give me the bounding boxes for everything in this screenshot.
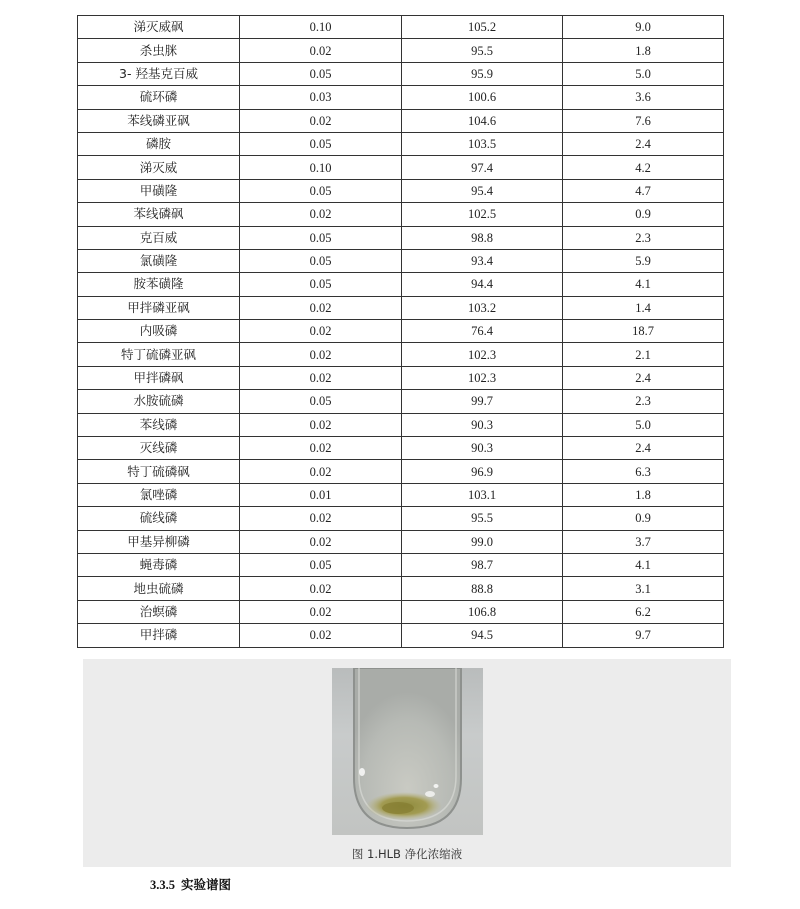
compound-name-cell: 蝇毒磷 [78,553,240,576]
recovery-value-cell: 88.8 [402,577,563,600]
recovery-value-cell: 98.7 [402,553,563,576]
limit-value-cell: 0.03 [240,86,402,109]
limit-value-cell: 0.01 [240,483,402,506]
rsd-value-cell: 3.7 [563,530,724,553]
rsd-value-cell: 9.7 [563,624,724,647]
compound-name-cell: 治螟磷 [78,600,240,623]
compound-name-cell: 甲拌磷 [78,624,240,647]
table-row [78,460,724,483]
limit-value-cell: 0.02 [240,600,402,623]
table-row [78,296,724,319]
compound-name-cell: 特丁硫磷砜 [78,460,240,483]
recovery-value-cell: 106.8 [402,600,563,623]
recovery-value-cell: 95.9 [402,62,563,85]
limit-value-cell: 0.05 [240,553,402,576]
compound-name-cell: 甲基异柳磷 [78,530,240,553]
table-row [78,530,724,553]
limit-value-cell: 0.02 [240,203,402,226]
recovery-value-cell: 95.5 [402,39,563,62]
compound-name-cell: 特丁硫磷亚砜 [78,343,240,366]
table-row [78,437,724,460]
rsd-value-cell: 2.3 [563,226,724,249]
rsd-value-cell: 3.6 [563,86,724,109]
table-row [78,132,724,155]
rsd-value-cell: 4.1 [563,553,724,576]
limit-value-cell: 0.02 [240,296,402,319]
rsd-value-cell: 9.0 [563,16,724,39]
rsd-value-cell: 18.7 [563,320,724,343]
recovery-value-cell: 93.4 [402,249,563,272]
recovery-value-cell: 100.6 [402,86,563,109]
test-tube-photo [332,668,483,835]
compound-name-cell: 氯磺隆 [78,249,240,272]
rsd-value-cell: 4.2 [563,156,724,179]
section-number: 3.3.5 [150,878,175,892]
compound-name-cell: 内吸磷 [78,320,240,343]
table-row [78,413,724,436]
table-row [78,16,724,39]
rsd-value-cell: 7.6 [563,109,724,132]
compound-name-cell: 苯线磷 [78,413,240,436]
rsd-value-cell: 1.8 [563,483,724,506]
recovery-value-cell: 102.3 [402,366,563,389]
recovery-value-cell: 95.4 [402,179,563,202]
compound-name-cell: 杀虫脒 [78,39,240,62]
limit-value-cell: 0.02 [240,460,402,483]
limit-value-cell: 0.02 [240,577,402,600]
compound-name-cell: 氯唑磷 [78,483,240,506]
limit-value-cell: 0.05 [240,132,402,155]
rsd-value-cell: 3.1 [563,577,724,600]
table-row [78,39,724,62]
compound-name-cell: 甲磺隆 [78,179,240,202]
compound-name-cell: 灭线磷 [78,437,240,460]
table-row [78,553,724,576]
rsd-value-cell: 1.8 [563,39,724,62]
rsd-value-cell: 2.4 [563,366,724,389]
limit-value-cell: 0.02 [240,624,402,647]
table-row [78,366,724,389]
limit-value-cell: 0.02 [240,109,402,132]
rsd-value-cell: 2.4 [563,437,724,460]
table-row [78,109,724,132]
compound-name-cell: 水胺硫磷 [78,390,240,413]
limit-value-cell: 0.02 [240,530,402,553]
compound-name-cell: 涕灭威 [78,156,240,179]
table-row [78,320,724,343]
limit-value-cell: 0.02 [240,413,402,436]
recovery-value-cell: 76.4 [402,320,563,343]
rsd-value-cell: 6.3 [563,460,724,483]
section-title: 实验谱图 [181,877,232,892]
table-row [78,273,724,296]
recovery-value-cell: 99.7 [402,390,563,413]
recovery-value-cell: 103.2 [402,296,563,319]
table-row [78,390,724,413]
limit-value-cell: 0.10 [240,16,402,39]
table-row [78,483,724,506]
compound-name-cell: 涕灭威砜 [78,16,240,39]
limit-value-cell: 0.05 [240,226,402,249]
recovery-table [77,15,724,648]
recovery-value-cell: 90.3 [402,437,563,460]
test-tube-illustration [332,668,483,835]
table-body [78,16,724,648]
recovery-value-cell: 98.8 [402,226,563,249]
rsd-value-cell: 5.9 [563,249,724,272]
table-row [78,249,724,272]
limit-value-cell: 0.10 [240,156,402,179]
rsd-value-cell: 4.1 [563,273,724,296]
rsd-value-cell: 0.9 [563,507,724,530]
compound-name-cell: 地虫硫磷 [78,577,240,600]
recovery-value-cell: 102.3 [402,343,563,366]
rsd-value-cell: 2.4 [563,132,724,155]
recovery-value-cell: 90.3 [402,413,563,436]
compound-name-cell: 克百威 [78,226,240,249]
rsd-value-cell: 2.1 [563,343,724,366]
compound-name-cell: 胺苯磺隆 [78,273,240,296]
compound-name-cell: 甲拌磷砜 [78,366,240,389]
limit-value-cell: 0.05 [240,273,402,296]
limit-value-cell: 0.02 [240,507,402,530]
compound-name-cell: 甲拌磷亚砜 [78,296,240,319]
table-row [78,624,724,647]
limit-value-cell: 0.02 [240,343,402,366]
recovery-value-cell: 94.5 [402,624,563,647]
recovery-value-cell: 97.4 [402,156,563,179]
compound-name-cell: 苯线磷亚砜 [78,109,240,132]
table-row [78,600,724,623]
figure-panel [83,659,731,867]
section-heading [150,875,231,893]
recovery-value-cell: 103.1 [402,483,563,506]
recovery-value-cell: 94.4 [402,273,563,296]
table-row [78,62,724,85]
recovery-value-cell: 99.0 [402,530,563,553]
limit-value-cell: 0.02 [240,39,402,62]
recovery-value-cell: 103.5 [402,132,563,155]
limit-value-cell: 0.05 [240,249,402,272]
recovery-value-cell: 95.5 [402,507,563,530]
limit-value-cell: 0.02 [240,320,402,343]
table-row [78,577,724,600]
compound-name-cell: 硫环磷 [78,86,240,109]
rsd-value-cell: 4.7 [563,179,724,202]
recovery-value-cell: 105.2 [402,16,563,39]
recovery-value-cell: 104.6 [402,109,563,132]
figure-caption: 图 1.HLB 净化浓缩液 [351,847,463,861]
recovery-value-cell: 96.9 [402,460,563,483]
table-row [78,507,724,530]
limit-value-cell: 0.05 [240,390,402,413]
table-row [78,86,724,109]
rsd-value-cell: 6.2 [563,600,724,623]
recovery-value-cell: 102.5 [402,203,563,226]
compound-name-cell: 苯线磷砜 [78,203,240,226]
limit-value-cell: 0.05 [240,179,402,202]
rsd-value-cell: 1.4 [563,296,724,319]
rsd-value-cell: 5.0 [563,413,724,436]
table-row [78,203,724,226]
limit-value-cell: 0.02 [240,366,402,389]
rsd-value-cell: 5.0 [563,62,724,85]
table-row [78,343,724,366]
compound-name-cell: 硫线磷 [78,507,240,530]
limit-value-cell: 0.05 [240,62,402,85]
compound-name-cell: 磷胺 [78,132,240,155]
table-row [78,156,724,179]
table-row [78,179,724,202]
table-row [78,226,724,249]
rsd-value-cell: 0.9 [563,203,724,226]
limit-value-cell: 0.02 [240,437,402,460]
rsd-value-cell: 2.3 [563,390,724,413]
compound-name-cell: 3- 羟基克百威 [78,62,240,85]
